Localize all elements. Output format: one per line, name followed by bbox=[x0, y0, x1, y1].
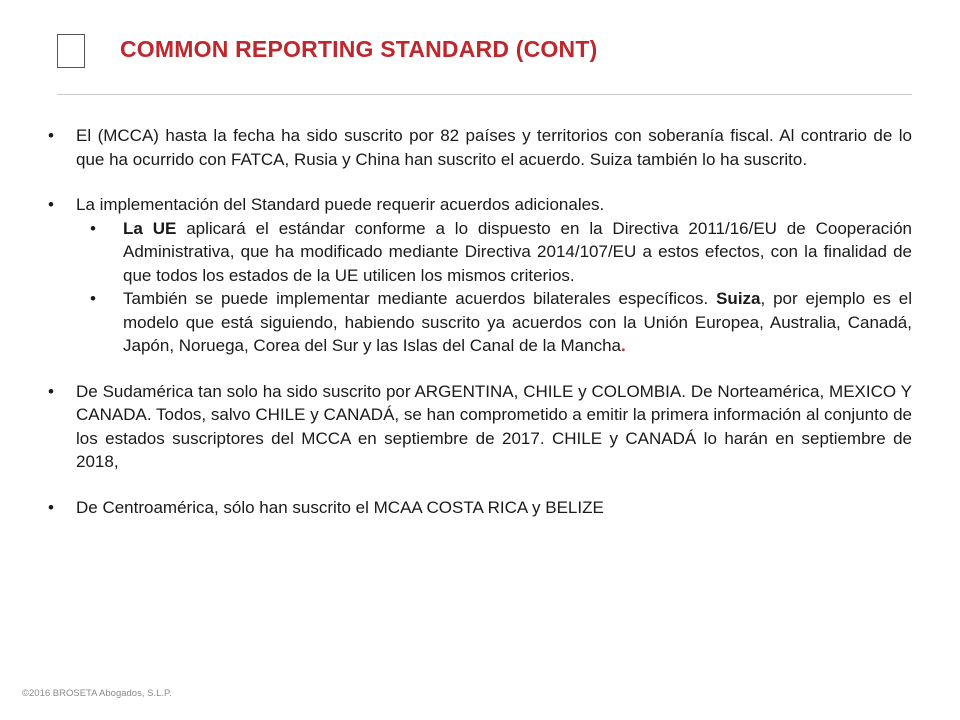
subbullet-bilateral-text2: , por ejemplo es el modelo que está siguiendo, habiendo suscrito ya acuerdos con la Unión Europea, Australia, Canadá, Japón, Noruega, Corea del Sur y las Islas del Canal de la Mancha bbox=[123, 289, 912, 355]
subbullet-bilateral-text1: También se puede implementar mediante acuerdos bilaterales específicos. bbox=[123, 289, 717, 308]
bullet-sudamerica: • De Sudamérica tan solo ha sido suscrito por ARGENTINA, CHILE y COLOMBIA. De Norteamérica, MEXICO Y CANADA. Todos, salvo CHILE y CANADÁ, se han comprometido a emitir la primera información al conjunto de los estados suscriptores del MCCA en septiembre de 2017. CHILE y CANADÁ lo harán en septiembre de 2018, bbox=[48, 380, 912, 474]
bullet-implementation: • La implementación del Standard puede requerir acuerdos adicionales. bbox=[48, 193, 912, 217]
subbullet-bilateral-strong: Suiza bbox=[716, 289, 761, 308]
logo-box bbox=[57, 34, 85, 68]
subbullet-ue-text: aplicará el estándar conforme a lo dispuesto en la Directiva 2011/16/EU de Cooperación Administrativa, que ha modificado mediante Directiva 2014/107/EU a estos efectos, con la finalidad de que todos los estados de la UE utilicen los mismos criterios. bbox=[123, 218, 912, 285]
slide-title: COMMON REPORTING STANDARD (CONT) bbox=[120, 36, 598, 62]
subbullet-ue-strong: La UE bbox=[123, 218, 177, 238]
subbullet-bilateral-dot: . bbox=[621, 336, 626, 355]
footer-copyright: ©2016 BROSETA Abogados, S.L.P. bbox=[22, 688, 172, 699]
slide-content bbox=[48, 124, 912, 519]
subbullet-ue bbox=[48, 217, 912, 288]
bullet-centroamerica: • De Centroamérica, sólo han suscrito el MCAA COSTA RICA y BELIZE bbox=[48, 496, 912, 520]
bullet-mcca-signatories: • El (MCCA) hasta la fecha ha sido suscrito por 82 países y territorios con soberanía fiscal. Al contrario de lo que ha ocurrido con FATCA, Rusia y China han suscrito el acuerdo. Suiza también lo ha suscrito. bbox=[48, 124, 912, 171]
title-divider bbox=[57, 94, 912, 95]
subbullet-bilateral bbox=[48, 287, 912, 358]
